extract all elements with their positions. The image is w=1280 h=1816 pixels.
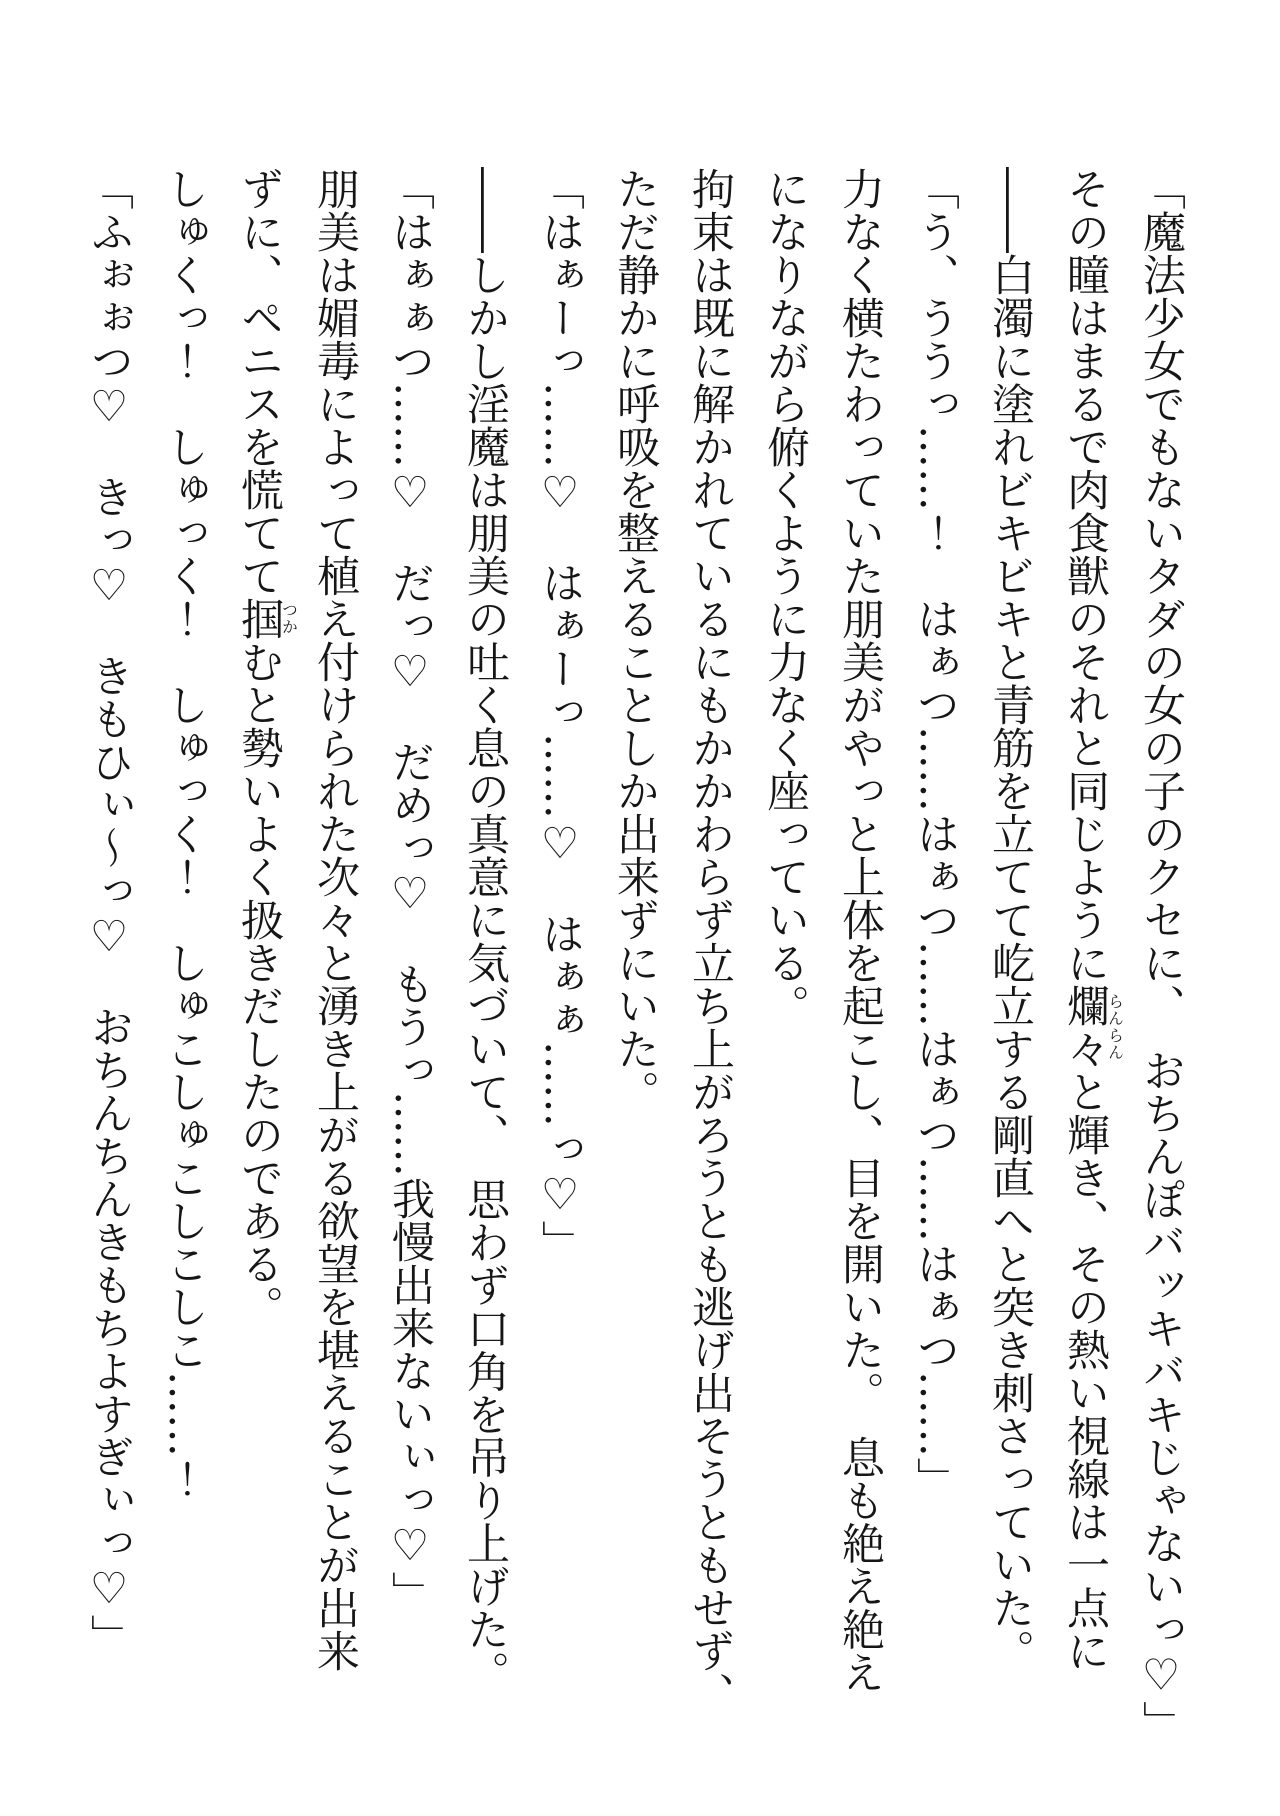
- text-line: 力なく横たわっていた朋美がやっと上体を起こし、目を開いた。 息も絶え絶え: [835, 167, 885, 1694]
- text-line: ――しかし淫魔は朋美の吐く息の真意に気づいて、 思わず口角を吊り上げた。: [460, 167, 510, 1694]
- furigana: つか: [279, 597, 299, 640]
- text-block: [71, 167, 1198, 1760]
- text-line: 「魔法少女でもないタダの女の子のクセに、 おちんぽバッキバキじゃないっ♡」: [1136, 167, 1186, 1744]
- text-line: ずに、ペニスを慌てて掴つかむと勢いよく扱きだしたのである。: [234, 167, 299, 1328]
- text-line: 「はぁーっ……♡ はぁーっ……♡ はぁぁ……っ♡」: [535, 167, 585, 1263]
- text-line: ――白濁に塗れビキビキと青筋を立てて屹立する剛直へと突き刺さっていた。: [985, 167, 1035, 1672]
- text-line: その瞳はまるで肉食獣のそれと同じように爛々らんらんと輝き、その熱い視線は一点に: [1060, 167, 1125, 1672]
- text-line: ただ静かに呼吸を整えることしか出来ずにいた。: [610, 167, 660, 1113]
- text-line: になりながら俯くように力なく座っている。: [760, 167, 810, 1027]
- text-line: 拘束は既に解かれているにもかかわらず立ち上がろうとも逃げ出そうともせず、: [685, 167, 735, 1715]
- ruby-annotated-word: 掴つか: [234, 597, 299, 640]
- text-line: 「ふぉぉつ♡ きっ♡ きもひぃ〜っ♡ おちんちんきもちよすぎぃっ♡」: [84, 167, 134, 1657]
- text-line: しゅくっ！ しゅっく！ しゅっく！ しゅこしゅこしこしこ……！: [159, 167, 209, 1500]
- text-line: 「う、ううっ……！ はぁつ……はぁつ……はぁつ……はぁつ……」: [910, 167, 960, 1500]
- furigana: らんらん: [1105, 984, 1125, 1070]
- text-line: 「はぁぁつ……♡ だっ♡ だめっ♡ もうっ……我慢出来ないぃっ♡」: [385, 167, 435, 1614]
- ruby-annotated-word: 爛々らんらん: [1060, 984, 1125, 1070]
- text-line: 朋美は媚毒によって植え付けられた次々と湧き上がる欲望を堪えることが出来: [310, 167, 360, 1672]
